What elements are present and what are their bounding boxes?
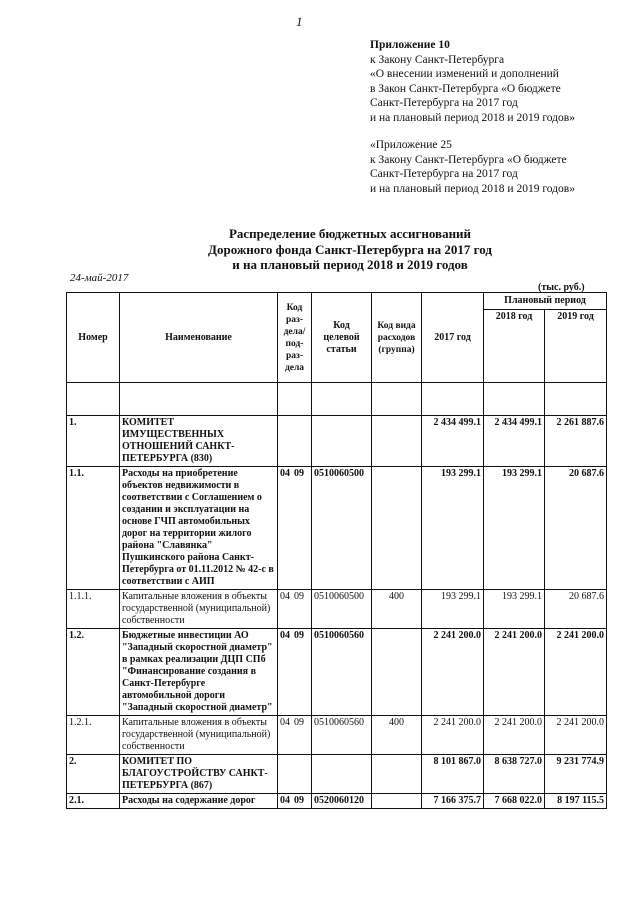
table-row xyxy=(67,755,607,794)
header-target-code: Код целевой статьи xyxy=(312,293,372,383)
row-number: 1.2. xyxy=(67,629,120,716)
row-target-code xyxy=(312,416,372,467)
row-name: Расходы на приобретение объектов недвижимости в соответствии с Соглашением о создании и эксплуатации на основе ГЧП автомобильных дорог на территории жилого района "Славянка" Пушкинского района Санкт-Петербурга от 01.11.2012 № 42-с в соответствии с АИП xyxy=(120,467,278,590)
row-value-2018: 193 299.1 xyxy=(484,590,545,629)
row-expense-code xyxy=(372,755,422,794)
header-2018: 2018 год xyxy=(484,310,545,383)
row-target-code: 0510060500 xyxy=(312,467,372,590)
row-expense-code: 400 xyxy=(372,590,422,629)
title-line: и на плановый период 2018 и 2019 годов xyxy=(232,257,468,272)
section-code: 04 xyxy=(280,468,290,479)
section-code: 04 xyxy=(280,630,290,641)
row-value-2019: 8 197 115.5 xyxy=(545,794,607,809)
title-line: Дорожного фонда Санкт-Петербурга на 2017 год xyxy=(208,241,492,257)
row-name: КОМИТЕТ ИМУЩЕСТВЕННЫХ ОТНОШЕНИЙ САНКТ-ПЕТЕРБУРГА (830) xyxy=(120,416,278,467)
row-target-code: 0510060560 xyxy=(312,716,372,755)
header-section-code: Код раз-дела/ под-раз-дела xyxy=(278,293,312,383)
row-name: Капитальные вложения в объекты государственной (муниципальной) собственности xyxy=(120,716,278,755)
row-name: КОМИТЕТ ПО БЛАГОУСТРОЙСТВУ САНКТ-ПЕТЕРБУРГА (867) xyxy=(120,755,278,794)
appendix-line: к Закону Санкт-Петербурга «О бюджете xyxy=(370,153,567,166)
appendix-heading: Приложение 10 xyxy=(370,39,450,51)
table-row xyxy=(67,416,607,467)
table-row xyxy=(67,590,607,629)
title-line: Распределение бюджетных ассигнований xyxy=(228,226,472,241)
row-target-code: 0510060560 xyxy=(312,629,372,716)
row-expense-code xyxy=(372,416,422,467)
row-value-2018: 2 241 200.0 xyxy=(484,629,545,716)
appendix-line: к Закону Санкт-Петербурга xyxy=(370,53,505,66)
table-row xyxy=(67,716,607,755)
row-value-2017: 2 241 200.0 xyxy=(422,716,484,755)
row-expense-code xyxy=(372,467,422,590)
row-name: Капитальные вложения в объекты государственной (муниципальной) собственности xyxy=(120,590,278,629)
row-number: 1. xyxy=(67,416,120,467)
row-value-2019: 2 241 200.0 xyxy=(545,629,607,716)
row-expense-code xyxy=(372,794,422,809)
appendix-line: Санкт-Петербурга на 2017 год xyxy=(370,97,518,109)
row-number: 2.1. xyxy=(67,794,120,809)
header-expense-code: Код вида расходов (группа) xyxy=(372,293,422,383)
row-value-2018: 2 241 200.0 xyxy=(484,716,545,755)
row-value-2018: 2 434 499.1 xyxy=(484,416,545,467)
row-expense-code xyxy=(372,629,422,716)
document-date: 24-май-2017 xyxy=(70,272,129,284)
appendix-line: Санкт-Петербурга на 2017 год xyxy=(370,168,518,180)
header-2017: 2017 год xyxy=(422,293,484,383)
row-number: 2. xyxy=(67,755,120,794)
document-title xyxy=(140,226,560,273)
row-value-2018: 7 668 022.0 xyxy=(484,794,545,809)
table-spacer-row xyxy=(67,383,607,416)
row-section-code xyxy=(278,416,312,467)
header-2019: 2019 год xyxy=(545,310,607,383)
row-target-code: 0510060500 xyxy=(312,590,372,629)
appendix-line: и на плановый период 2018 и 2019 годов» xyxy=(370,182,575,195)
header-number: Номер xyxy=(67,293,120,383)
row-number: 1.1.1. xyxy=(67,590,120,629)
table-row xyxy=(67,629,607,716)
row-value-2019: 20 687.6 xyxy=(545,590,607,629)
row-name: Бюджетные инвестиции АО "Западный скоростной диаметр" в рамках реализации ДЦП СПб "Финансирование создания в Санкт-Петербурге автомобильной дороги "Западный скоростной диаметр" xyxy=(120,629,278,716)
subsection-code: 09 xyxy=(294,468,304,479)
units-label: (тыс. руб.) xyxy=(538,282,585,293)
appendix-line: «Приложение 25 xyxy=(370,139,452,151)
row-value-2017: 193 299.1 xyxy=(422,467,484,590)
budget-table xyxy=(66,292,607,809)
page-number: 1 xyxy=(296,14,303,29)
row-value-2019: 2 261 887.6 xyxy=(545,416,607,467)
table-row xyxy=(67,794,607,809)
section-code: 04 xyxy=(280,717,290,728)
row-section-code xyxy=(278,794,312,809)
row-section-code xyxy=(278,629,312,716)
row-target-code xyxy=(312,755,372,794)
appendix-block-2 xyxy=(370,138,632,196)
row-section-code xyxy=(278,590,312,629)
row-number: 1.2.1. xyxy=(67,716,120,755)
appendix-block xyxy=(370,38,632,125)
section-code: 04 xyxy=(280,591,290,602)
row-value-2017: 2 241 200.0 xyxy=(422,629,484,716)
row-value-2018: 193 299.1 xyxy=(484,467,545,590)
header-planned-period: Плановый период xyxy=(484,293,607,310)
row-section-code xyxy=(278,467,312,590)
section-code: 04 xyxy=(280,795,290,806)
row-name: Расходы на содержание дорог xyxy=(120,794,278,809)
row-section-code xyxy=(278,755,312,794)
appendix-line: в Закон Санкт-Петербурга «О бюджете xyxy=(370,82,561,95)
subsection-code: 09 xyxy=(294,591,304,602)
header-name: Наименование xyxy=(120,293,278,383)
row-expense-code: 400 xyxy=(372,716,422,755)
appendix-line: и на плановый период 2018 и 2019 годов» xyxy=(370,111,575,124)
subsection-code: 09 xyxy=(294,717,304,728)
table-row xyxy=(67,467,607,590)
appendix-line: «О внесении изменений и дополнений xyxy=(370,68,559,80)
row-value-2018: 8 638 727.0 xyxy=(484,755,545,794)
row-value-2019: 20 687.6 xyxy=(545,467,607,590)
row-target-code: 0520060120 xyxy=(312,794,372,809)
row-value-2019: 9 231 774.9 xyxy=(545,755,607,794)
row-section-code xyxy=(278,716,312,755)
row-number: 1.1. xyxy=(67,467,120,590)
row-value-2019: 2 241 200.0 xyxy=(545,716,607,755)
row-value-2017: 2 434 499.1 xyxy=(422,416,484,467)
row-value-2017: 8 101 867.0 xyxy=(422,755,484,794)
subsection-code: 09 xyxy=(294,630,304,641)
row-value-2017: 193 299.1 xyxy=(422,590,484,629)
subsection-code: 09 xyxy=(294,795,304,806)
row-value-2017: 7 166 375.7 xyxy=(422,794,484,809)
